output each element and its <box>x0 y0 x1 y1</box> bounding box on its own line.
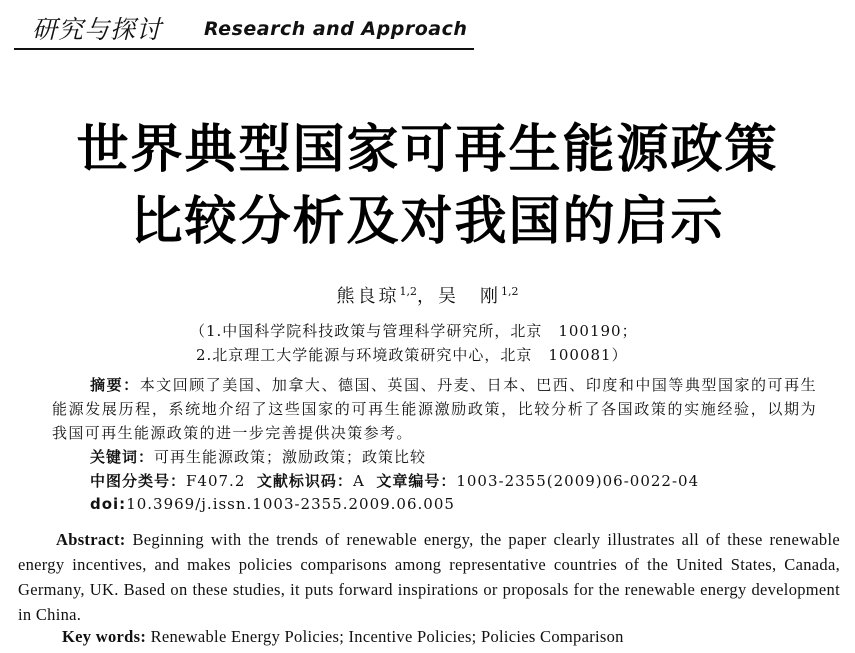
header-rule <box>14 48 474 50</box>
keywords-cn-label: 关键词： <box>90 448 155 466</box>
abstract-cn-label: 摘要： <box>90 376 140 394</box>
author-separator: ， <box>417 286 438 307</box>
abstract-cn-text: 本文回顾了美国、加拿大、德国、英国、丹麦、日本、巴西、印度和中国等典型国家的可再生能源发展历程，系统地介绍了这些国家的可再生能源激励政策，比较分析了各国政策的实施经验，以期为我国可再生能源政策的进一步完善提供决策参考。 <box>52 376 818 442</box>
keywords-cn-text: 可再生能源政策；激励政策；政策比较 <box>154 448 427 466</box>
author-affiliation-marker: 1,2 <box>399 285 417 298</box>
paper-title-line-1: 世界典型国家可再生能源政策 <box>76 120 779 180</box>
classification-line <box>90 470 699 491</box>
keywords-cn <box>90 446 426 467</box>
author-affiliation-marker: 1,2 <box>501 285 519 298</box>
affiliation-1: （1.中国科学院科技政策与管理科学研究所，北京 100190； <box>190 322 638 340</box>
doc-code-label: 文献标识码： <box>256 472 353 490</box>
abstract-cn <box>52 373 817 445</box>
section-title-en: Research and Approach <box>204 18 468 40</box>
abstract-en <box>18 527 840 627</box>
keywords-en <box>62 627 624 647</box>
keywords-en-text: Renewable Energy Policies; Incentive Policies; Policies Comparison <box>150 627 624 646</box>
abstract-en-label: Abstract: <box>56 530 126 549</box>
author-name: 吴 刚 <box>438 286 501 307</box>
authors <box>0 282 855 308</box>
clc-value: F407.2 <box>186 472 246 490</box>
affiliation-2: 2.北京理工大学能源与环境政策研究中心，北京 100081） <box>196 346 628 364</box>
author-name: 熊良琼 <box>336 286 400 307</box>
doc-code-value: A <box>352 472 365 490</box>
doi-label: doi: <box>90 495 127 513</box>
clc-label: 中图分类号： <box>90 472 187 490</box>
doi-value: 10.3969/j.issn.1003-2355.2009.06.005 <box>126 495 455 513</box>
section-title-cn: 研究与探讨 <box>32 15 163 44</box>
article-number-label: 文章编号： <box>376 472 457 490</box>
paper-title-line-2: 比较分析及对我国的启示 <box>130 192 725 252</box>
keywords-en-label: Key words: <box>62 627 147 646</box>
abstract-en-text: Beginning with the trends of renewable energy, the paper clearly illustrates all of these renewable energy incentives, and makes policies comparisons among representative countries of the United States, Canada, Germany, UK. Based on these studies, it puts forward inspirations or proposals for the renewable energy development in China. <box>18 530 840 624</box>
article-number-value: 1003-2355(2009)06-0022-04 <box>456 472 700 490</box>
section-header <box>14 6 484 50</box>
doi-line <box>90 495 455 513</box>
